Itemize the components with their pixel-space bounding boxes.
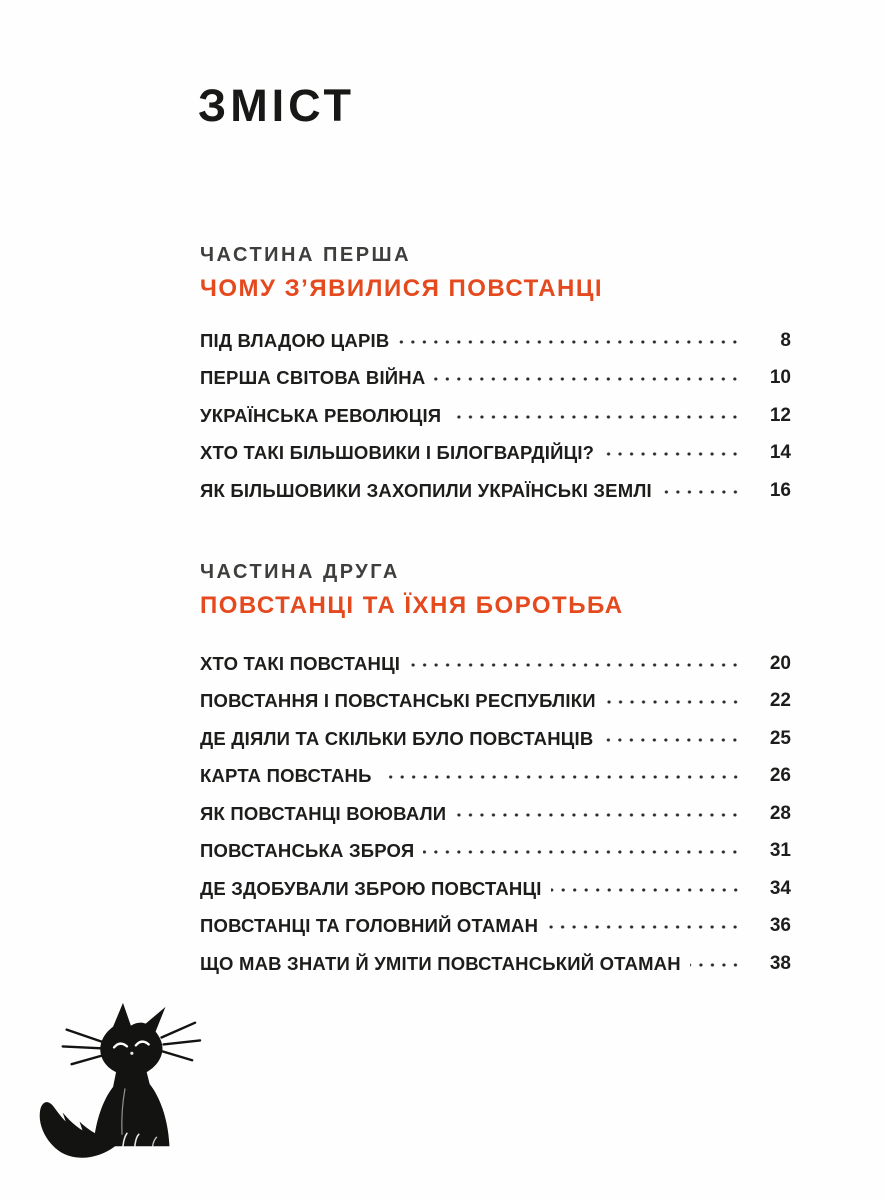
part-title: ПОВСТАНЦІ ТА ЇХНЯ БОРОТЬБА <box>200 592 624 619</box>
toc-entry-title: ПОВСТАНСЬКА ЗБРОЯ <box>200 840 415 862</box>
toc-entry <box>200 360 791 398</box>
toc-entry-page: 38 <box>769 952 791 974</box>
toc-entry <box>200 758 791 796</box>
toc-entry-page: 12 <box>769 404 791 426</box>
toc-entry-title: ПЕРША СВІТОВА ВІЙНА <box>200 367 426 389</box>
dotted-leader <box>423 850 741 854</box>
toc-entry-page: 25 <box>769 727 791 749</box>
toc-entry-title: ПОВСТАНЦІ ТА ГОЛОВНИЙ ОТАМАН <box>200 915 539 937</box>
toc-entry-title: ЩО МАВ ЗНАТИ Й УМІТИ ПОВСТАНСЬКИЙ ОТАМАН <box>200 952 681 974</box>
toc-entry-page: 20 <box>769 652 791 674</box>
toc-list-part-2 <box>200 645 791 983</box>
toc-entry <box>200 908 791 946</box>
dotted-leader <box>398 340 741 344</box>
toc-entry-page: 8 <box>780 329 791 351</box>
toc-entry-title: ДЕ ДІЯЛИ ТА СКІЛЬКИ БУЛО ПОВСТАНЦІВ <box>200 727 594 749</box>
dotted-leader <box>602 738 741 742</box>
dotted-leader <box>455 813 741 817</box>
toc-entry-title: ДЕ ЗДОБУВАЛИ ЗБРОЮ ПОВСТАНЦІ <box>200 877 542 899</box>
cat-body <box>93 1003 169 1146</box>
toc-entry-page: 14 <box>769 442 791 464</box>
toc-entry-page: 31 <box>769 840 791 862</box>
toc-entry-page: 26 <box>769 765 791 787</box>
cat-nose <box>130 1052 133 1055</box>
toc-entry <box>200 795 791 833</box>
part-label: ЧАСТИНА ПЕРША <box>200 244 412 266</box>
black-cat-illustration <box>36 996 206 1162</box>
toc-entry <box>200 322 791 360</box>
dotted-leader <box>605 700 741 704</box>
toc-entry-title: КАРТА ПОВСТАНЬ <box>200 765 372 787</box>
toc-entry <box>200 945 791 983</box>
toc-entry-title: ПІД ВЛАДОЮ ЦАРІВ <box>200 329 390 351</box>
toc-entry-title: ЯК БІЛЬШОВИКИ ЗАХОПИЛИ УКРАЇНСЬКІ ЗЕМЛІ <box>200 479 652 501</box>
part-label: ЧАСТИНА ДРУГА <box>200 561 400 583</box>
part-title: ЧОМУ З’ЯВИЛИСЯ ПОВСТАНЦІ <box>200 275 604 302</box>
toc-entry <box>200 397 791 435</box>
toc-entry <box>200 645 791 683</box>
toc-entry <box>200 720 791 758</box>
page-title: ЗМІСТ <box>198 80 356 131</box>
toc-entry <box>200 472 791 510</box>
dotted-leader <box>603 452 741 456</box>
toc-entry-title: ЯК ПОВСТАНЦІ ВОЮВАЛИ <box>200 802 447 824</box>
toc-entry-page: 34 <box>769 877 791 899</box>
toc-list-part-1 <box>200 322 791 510</box>
toc-entry-page: 16 <box>769 479 791 501</box>
dotted-leader <box>450 415 741 419</box>
toc-entry-title: УКРАЇНСЬКА РЕВОЛЮЦІЯ <box>200 404 442 426</box>
toc-entry <box>200 870 791 908</box>
toc-entry-page: 10 <box>769 367 791 389</box>
dotted-leader <box>661 490 741 494</box>
dotted-leader <box>434 377 741 381</box>
toc-entry-page: 28 <box>769 802 791 824</box>
toc-entry-title: ХТО ТАКІ ПОВСТАНЦІ <box>200 652 401 674</box>
toc-entry <box>200 833 791 871</box>
toc-entry-page: 36 <box>769 915 791 937</box>
section-header-part-1 <box>200 244 603 303</box>
toc-entry <box>200 683 791 721</box>
toc-entry-title: ПОВСТАННЯ І ПОВСТАНСЬКІ РЕСПУБЛІКИ <box>200 690 596 712</box>
dotted-leader <box>690 963 741 967</box>
toc-entry-page: 22 <box>769 690 791 712</box>
toc-entry-title: ХТО ТАКІ БІЛЬШОВИКИ І БІЛОГВАРДІЙЦІ? <box>200 442 595 464</box>
dotted-leader <box>381 775 741 779</box>
dotted-leader <box>409 663 741 667</box>
dotted-leader <box>547 925 741 929</box>
dotted-leader <box>551 888 741 892</box>
toc-entry <box>200 435 791 473</box>
section-header-part-2 <box>200 561 624 620</box>
